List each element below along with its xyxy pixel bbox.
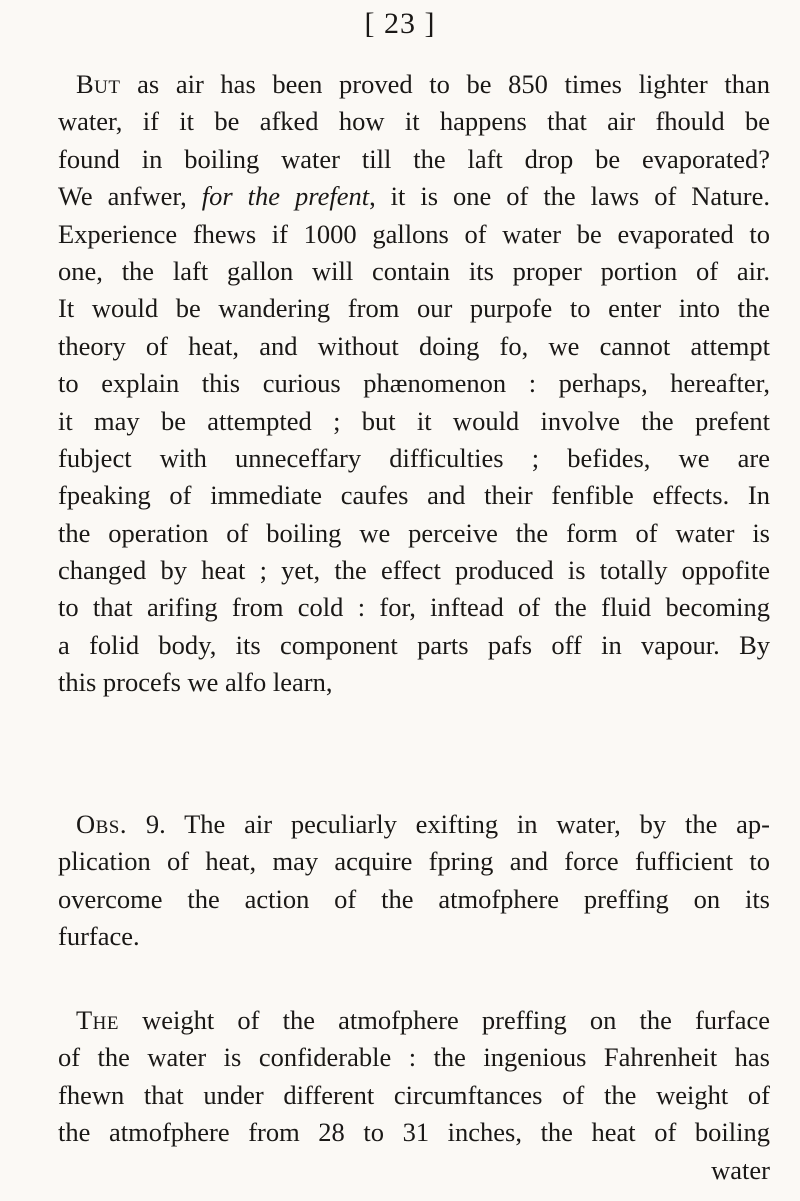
text-line: Experience fhews if 1000 gallons of water be evaporated to <box>58 218 770 249</box>
text-line: this procefs we alfo learn, <box>58 667 333 698</box>
paragraph-atmosphere-weight <box>58 1002 770 1189</box>
text-line: a folid body, its component parts pafs off in vapour. By <box>58 629 770 660</box>
text-line: overcome the action of the atmofphere preffing on its <box>58 883 770 914</box>
text-line: theory of heat, and without doing fo, we cannot attempt <box>58 330 770 361</box>
text-line: changed by heat ; yet, the effect produced is totally oppofite <box>58 555 770 586</box>
text-line: the atmofphere from 28 to 31 inches, the heat of boiling <box>58 1117 770 1148</box>
italic-phrase: for the prefent <box>201 181 370 212</box>
text-line: the operation of boiling we perceive the form of water is <box>58 517 770 548</box>
text-line: But as air has been proved to be 850 times lighter than <box>76 69 770 99</box>
text-line: found in boiling water till the laft drop be evaporated? <box>58 143 770 174</box>
text-line: Obs. 9. The air peculiarly exifting in water, by the ap- <box>76 809 770 839</box>
text-line: furface. <box>58 921 140 952</box>
text-line: plication of heat, may acquire fpring and force fufficient to <box>58 846 770 877</box>
catchword: water <box>711 1154 770 1185</box>
text-line: fhewn that under different circumftances of the weight of <box>58 1079 770 1110</box>
text-line: of the water is confiderable : the ingenious Fahrenheit has <box>58 1042 770 1073</box>
small-caps-opening: But <box>76 69 121 99</box>
text-line: It would be wandering from our purpofe to enter into the <box>58 293 770 324</box>
text-line: We anfwer, for the prefent, it is one of the laws of Nature. <box>58 181 770 212</box>
text-line: to explain this curious phænomenon : perhaps, hereafter, <box>58 368 770 399</box>
paragraph-air-in-boiling-water <box>58 66 770 702</box>
text-line: water, if it be afked how it happens that air fhould be <box>58 106 770 137</box>
paragraph-observation-9 <box>58 806 770 956</box>
small-caps-opening: The <box>76 1005 120 1035</box>
text-line: one, the laft gallon will contain its proper portion of air. <box>58 255 770 286</box>
text-line: The weight of the atmofphere preffing on the furface <box>76 1005 770 1035</box>
text-line: it may be attempted ; but it would involve the prefent <box>58 405 770 436</box>
page-number: [ 23 ] <box>364 7 436 40</box>
text-line: to that arifing from cold : for, inftead of the fluid becoming <box>58 592 770 623</box>
text-line: fubject with unneceffary difficulties ; befides, we are <box>58 442 770 473</box>
small-caps-opening: Obs. <box>76 809 128 839</box>
text-line: fpeaking of immediate caufes and their fenfible effects. In <box>58 480 770 511</box>
